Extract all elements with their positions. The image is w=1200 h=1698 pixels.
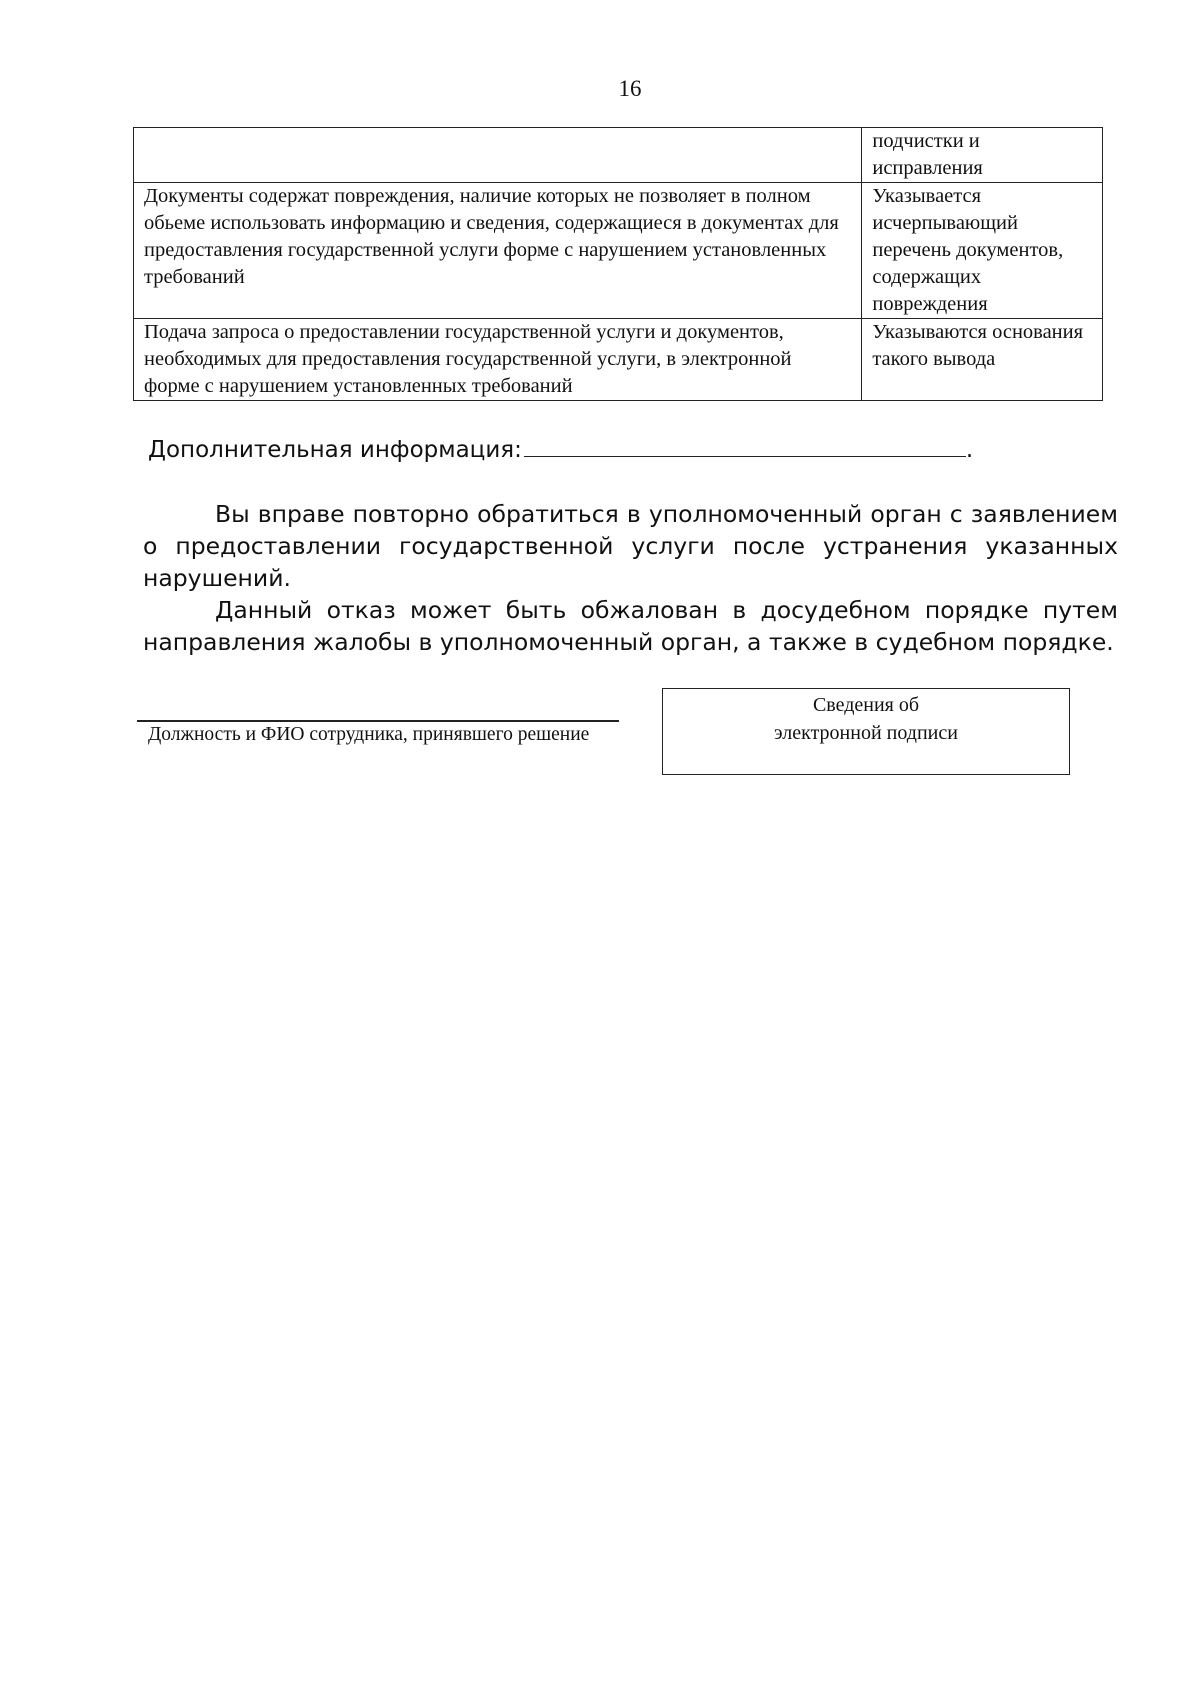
table-row (134, 183, 1103, 319)
reason-cell: Подача запроса о предоставлении государственной услуги и документов, необходимых для предоставления государственной услуги, в электронной форме с нарушением установленных требований (134, 319, 862, 401)
clarification-cell: Указываются основания такого вывода (862, 319, 1103, 401)
table-row (134, 128, 1103, 183)
electronic-signature-box (662, 688, 1070, 775)
table-row (134, 319, 1103, 401)
appeal-paragraph: Данный отказ может быть обжалован в досудебном порядке путем направления жалобы в уполномоченный орган, а также в судебном порядке. (143, 596, 1118, 656)
reason-cell (134, 128, 862, 183)
signature-line (137, 720, 619, 722)
esig-line-2: электронной подписи (774, 722, 958, 744)
repeat-application-paragraph: Вы вправе повторно обратиться в уполномоченный орган с заявлением о предоставлении государственной услуги после устранения указанных нарушений. (143, 500, 1118, 592)
refusal-reasons-table (133, 127, 1103, 401)
clarification-cell: Указывается исчерпывающий перечень документов, содержащих повреждения (862, 183, 1103, 319)
page-number: 16 (618, 76, 642, 101)
additional-info-blank-line (524, 432, 966, 457)
additional-info-period: . (965, 437, 974, 463)
additional-info (148, 432, 973, 463)
body-text (143, 498, 1118, 658)
clarification-cell (862, 128, 1103, 183)
clarification-text: подчистки и исправления (872, 130, 983, 179)
esig-line-1: Сведения об (812, 694, 920, 716)
reason-cell: Документы содержат повреждения, наличие которых не позволяет в полном обьеме использовать информацию и сведения, содержащиеся в документах для предоставления государственной услуги форме с нарушением установленных требований (134, 183, 862, 319)
signature-caption: Должность и ФИО сотрудника, принявшего решение (148, 724, 590, 745)
additional-info-label: Дополнительная информация: (148, 437, 522, 463)
